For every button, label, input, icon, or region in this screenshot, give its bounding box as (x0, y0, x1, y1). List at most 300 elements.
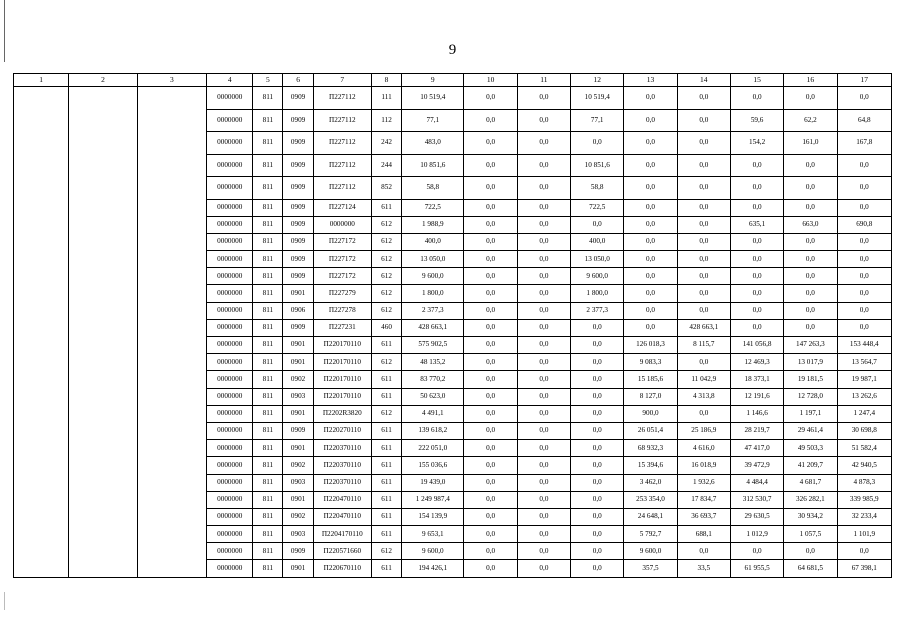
table-cell: 811 (253, 154, 283, 177)
table-cell: 0,0 (464, 177, 517, 200)
table-cell: 253 354,0 (624, 491, 677, 508)
table-cell: 575 902,5 (402, 337, 464, 354)
table-cell: 0,0 (571, 422, 624, 439)
table-cell: 153 448,4 (837, 337, 891, 354)
table-cell: 194 426,1 (402, 560, 464, 577)
column-number: 5 (253, 74, 283, 87)
table-cell: 0,0 (677, 405, 730, 422)
table-cell: 0,0 (571, 543, 624, 560)
table-cell: П227112 (313, 132, 371, 155)
column-number: 9 (402, 74, 464, 87)
table-cell: 25 186,9 (677, 422, 730, 439)
table-cell: 58,8 (402, 177, 464, 200)
table-cell: 0,0 (464, 543, 517, 560)
table-cell: П220170110 (313, 371, 371, 388)
table-cell: 24 648,1 (624, 508, 677, 525)
table-cell: 690,8 (837, 216, 891, 233)
table-cell: 611 (371, 388, 401, 405)
table-cell: 611 (371, 474, 401, 491)
table-cell: 0,0 (624, 199, 677, 216)
column-number: 10 (464, 74, 517, 87)
table-cell: 0,0 (517, 457, 570, 474)
table-cell: 0,0 (730, 251, 783, 268)
table-cell: 0909 (283, 132, 313, 155)
table-cell: 0,0 (624, 268, 677, 285)
table-cell: 15 394,6 (624, 457, 677, 474)
table-cell: 13 050,0 (571, 251, 624, 268)
table-cell: 83 770,2 (402, 371, 464, 388)
column-number: 2 (69, 74, 137, 87)
column-number: 17 (837, 74, 891, 87)
table-cell: 0,0 (464, 87, 517, 110)
table-cell: 0,0 (677, 132, 730, 155)
table-cell: 483,0 (402, 132, 464, 155)
table-cell: 9 083,3 (624, 354, 677, 371)
table-cell: 0,0 (571, 371, 624, 388)
table-cell: 0,0 (677, 87, 730, 110)
table-cell: 0,0 (517, 177, 570, 200)
table-cell: 0000000 (207, 154, 253, 177)
table-cell: 612 (371, 233, 401, 250)
table-cell: 141 056,8 (730, 337, 783, 354)
table-cell: 8 127,0 (624, 388, 677, 405)
table-cell: 0,0 (624, 177, 677, 200)
table-cell: 400,0 (402, 233, 464, 250)
table-cell: 0000000 (207, 109, 253, 132)
table-cell: 0,0 (784, 233, 837, 250)
table-cell: 0,0 (677, 177, 730, 200)
table-cell: 0909 (283, 543, 313, 560)
table-cell: 0,0 (784, 251, 837, 268)
table-cell: 0,0 (464, 371, 517, 388)
table-cell: 811 (253, 302, 283, 319)
table-cell: 811 (253, 371, 283, 388)
table-cell: 0903 (283, 388, 313, 405)
table-cell: 242 (371, 132, 401, 155)
table-cell: 0903 (283, 474, 313, 491)
table-cell: 0,0 (677, 285, 730, 302)
page-number: 9 (448, 42, 457, 58)
table-cell: П227112 (313, 177, 371, 200)
table-cell: 0000000 (207, 319, 253, 336)
table-cell: 0,0 (571, 319, 624, 336)
table-cell: П220170110 (313, 337, 371, 354)
table-cell: 0,0 (464, 457, 517, 474)
table-cell: 111 (371, 87, 401, 110)
table-cell: 0,0 (517, 354, 570, 371)
table-row (14, 87, 892, 110)
table-cell: 0000000 (207, 354, 253, 371)
table-cell: 0,0 (464, 251, 517, 268)
table-cell: 0,0 (677, 251, 730, 268)
table-cell: 722,5 (402, 199, 464, 216)
table-cell: 0,0 (730, 87, 783, 110)
table-cell: 0,0 (624, 154, 677, 177)
table-cell: 64 681,5 (784, 560, 837, 577)
table-cell: П227112 (313, 87, 371, 110)
table-cell: 811 (253, 474, 283, 491)
table-cell: 42 940,5 (837, 457, 891, 474)
table-cell: 0,0 (464, 508, 517, 525)
table-cell: 0,0 (517, 319, 570, 336)
table-cell: 10 519,4 (402, 87, 464, 110)
table-cell: 0,0 (837, 199, 891, 216)
table-cell: 0000000 (207, 543, 253, 560)
table-cell: 48 135,2 (402, 354, 464, 371)
table-cell: 0000000 (207, 405, 253, 422)
table-cell: 611 (371, 337, 401, 354)
table-cell: П220170110 (313, 354, 371, 371)
margin-mark (4, 592, 5, 610)
table-cell: 811 (253, 491, 283, 508)
table-cell: 0,0 (517, 405, 570, 422)
table-cell: 0902 (283, 457, 313, 474)
table-cell: 9 600,0 (571, 268, 624, 285)
table-cell: 811 (253, 543, 283, 560)
table-cell: 0,0 (837, 319, 891, 336)
table-cell: П220270110 (313, 422, 371, 439)
table-cell: 0,0 (517, 491, 570, 508)
table-cell: 17 834,7 (677, 491, 730, 508)
table-cell: 0,0 (837, 177, 891, 200)
table-cell: 811 (253, 560, 283, 577)
table-cell: 0,0 (517, 199, 570, 216)
table-cell: 0909 (283, 319, 313, 336)
table-cell: 0,0 (730, 285, 783, 302)
column-number: 1 (14, 74, 69, 87)
table-cell: П2202R3820 (313, 405, 371, 422)
table-cell: 16 018,9 (677, 457, 730, 474)
table-cell: 0902 (283, 371, 313, 388)
table-cell: 0,0 (571, 216, 624, 233)
table-cell: 0000000 (207, 526, 253, 543)
table-cell: 0,0 (677, 199, 730, 216)
table-cell: 13 564,7 (837, 354, 891, 371)
table-cell: 312 530,7 (730, 491, 783, 508)
table-cell: 0,0 (730, 233, 783, 250)
table-cell: 0000000 (207, 491, 253, 508)
table-cell: 0000000 (207, 268, 253, 285)
table-cell: П227172 (313, 233, 371, 250)
table-cell: 9 600,0 (402, 543, 464, 560)
table-cell: П227231 (313, 319, 371, 336)
table-cell: 15 185,6 (624, 371, 677, 388)
table-cell: 0902 (283, 508, 313, 525)
table-cell: 611 (371, 422, 401, 439)
table-cell: 0,0 (624, 285, 677, 302)
table-cell: 41 209,7 (784, 457, 837, 474)
table-cell: 77,1 (571, 109, 624, 132)
table-cell: 0,0 (517, 337, 570, 354)
table-cell: 19 987,1 (837, 371, 891, 388)
table-cell: 0,0 (517, 87, 570, 110)
table-cell: 611 (371, 508, 401, 525)
table-cell: 4 681,7 (784, 474, 837, 491)
table-cell: 811 (253, 388, 283, 405)
table-cell: 0,0 (730, 199, 783, 216)
table-cell: 0,0 (837, 268, 891, 285)
table-cell: 0000000 (207, 302, 253, 319)
table-cell: 0909 (283, 199, 313, 216)
table-cell: 0,0 (517, 526, 570, 543)
table-cell: 722,5 (571, 199, 624, 216)
table-cell: 0,0 (571, 132, 624, 155)
table-cell: 428 663,1 (677, 319, 730, 336)
table-cell: П220170110 (313, 388, 371, 405)
table-cell: П227112 (313, 154, 371, 177)
table-cell: 0,0 (571, 457, 624, 474)
table-cell: 0,0 (517, 268, 570, 285)
table-cell: 0,0 (464, 491, 517, 508)
table-cell: 0000000 (207, 87, 253, 110)
column-number: 6 (283, 74, 313, 87)
table-cell: 0,0 (784, 543, 837, 560)
table-cell: 1 249 987,4 (402, 491, 464, 508)
table-cell: 0,0 (517, 216, 570, 233)
table-cell: 811 (253, 508, 283, 525)
table-cell: 0901 (283, 405, 313, 422)
table-cell: 28 219,7 (730, 422, 783, 439)
table-cell: 0,0 (677, 233, 730, 250)
table-cell: 112 (371, 109, 401, 132)
table-cell: 811 (253, 216, 283, 233)
table-cell: 139 618,2 (402, 422, 464, 439)
column-number: 12 (571, 74, 624, 87)
table-cell: 0,0 (730, 154, 783, 177)
table-cell: 0909 (283, 177, 313, 200)
table-cell: 9 653,1 (402, 526, 464, 543)
table-cell: 811 (253, 268, 283, 285)
table-cell: 0,0 (464, 337, 517, 354)
table-cell: 67 398,1 (837, 560, 891, 577)
table-cell: 0000000 (207, 422, 253, 439)
table-cell: 0909 (283, 233, 313, 250)
table-cell: 0,0 (464, 109, 517, 132)
table-cell: 0000000 (207, 440, 253, 457)
table-cell: 0,0 (837, 285, 891, 302)
table-cell: 10 851,6 (402, 154, 464, 177)
table-cell: 0,0 (571, 405, 624, 422)
table-cell: 612 (371, 285, 401, 302)
table-cell: 1 101,9 (837, 526, 891, 543)
table-cell: 0,0 (517, 285, 570, 302)
table-cell: 0906 (283, 302, 313, 319)
table-cell: П227278 (313, 302, 371, 319)
table-cell: 13 017,9 (784, 354, 837, 371)
table-cell: 244 (371, 154, 401, 177)
table-cell: 68 932,3 (624, 440, 677, 457)
table-cell: 811 (253, 526, 283, 543)
table-cell: 0000000 (207, 474, 253, 491)
table-cell: 0,0 (784, 285, 837, 302)
table-cell: 0,0 (464, 388, 517, 405)
table-cell: 811 (253, 319, 283, 336)
table-cell: 0909 (283, 268, 313, 285)
table-cell: 0,0 (464, 474, 517, 491)
table-cell: 0000000 (207, 285, 253, 302)
table-cell: 0,0 (464, 199, 517, 216)
table-cell: 811 (253, 440, 283, 457)
table-cell: 0,0 (784, 302, 837, 319)
budget-table (13, 73, 892, 578)
table-cell: 0,0 (517, 251, 570, 268)
table-cell: 0000000 (207, 233, 253, 250)
table-cell: 612 (371, 302, 401, 319)
table-cell: 2 377,3 (402, 302, 464, 319)
table-cell: 611 (371, 371, 401, 388)
table-cell: П227124 (313, 199, 371, 216)
table-cell: 0,0 (677, 109, 730, 132)
table-cell: 0000000 (207, 251, 253, 268)
table-cell: 900,0 (624, 405, 677, 422)
empty-merged-cell (69, 87, 137, 578)
table-cell: 0,0 (730, 319, 783, 336)
table-cell: 0,0 (784, 268, 837, 285)
table-cell: 611 (371, 526, 401, 543)
table-cell: 36 693,7 (677, 508, 730, 525)
table-cell: 30 698,8 (837, 422, 891, 439)
table-cell: 0,0 (464, 216, 517, 233)
table-cell: 4 878,3 (837, 474, 891, 491)
table-cell: 50 623,0 (402, 388, 464, 405)
table-cell: 12 191,6 (730, 388, 783, 405)
table-cell: 611 (371, 560, 401, 577)
table-cell: П227279 (313, 285, 371, 302)
table-cell: П220571660 (313, 543, 371, 560)
table-cell: 0000000 (207, 337, 253, 354)
table-cell: 0,0 (464, 526, 517, 543)
table-cell: 4 616,0 (677, 440, 730, 457)
table-cell: 0,0 (517, 560, 570, 577)
table-cell: 0909 (283, 251, 313, 268)
table-cell: 0,0 (517, 508, 570, 525)
table-cell: П227112 (313, 109, 371, 132)
table-cell: 0,0 (517, 109, 570, 132)
table-cell: 811 (253, 233, 283, 250)
table-cell: 0,0 (677, 354, 730, 371)
table-cell: 1 197,1 (784, 405, 837, 422)
table-cell: 0,0 (464, 319, 517, 336)
table-cell: 0,0 (571, 388, 624, 405)
table-cell: 0,0 (464, 405, 517, 422)
table-cell: 77,1 (402, 109, 464, 132)
table-cell: 0901 (283, 354, 313, 371)
table-cell: 0,0 (517, 543, 570, 560)
table-cell: 0,0 (464, 354, 517, 371)
table-cell: 0,0 (571, 560, 624, 577)
table-cell: 688,1 (677, 526, 730, 543)
table-cell: 811 (253, 337, 283, 354)
column-number: 11 (517, 74, 570, 87)
table-cell: 0,0 (677, 216, 730, 233)
table-cell: 811 (253, 422, 283, 439)
table-cell: 852 (371, 177, 401, 200)
table-cell: 339 985,9 (837, 491, 891, 508)
table-cell: 0,0 (624, 87, 677, 110)
table-cell: 0,0 (784, 87, 837, 110)
table-cell: 3 462,0 (624, 474, 677, 491)
table-cell: 0901 (283, 285, 313, 302)
table-cell: 11 042,9 (677, 371, 730, 388)
table-cell: П227172 (313, 251, 371, 268)
column-number: 16 (784, 74, 837, 87)
table-cell: 2 377,3 (571, 302, 624, 319)
table-cell: 1 146,6 (730, 405, 783, 422)
table-cell: 59,6 (730, 109, 783, 132)
table-cell: 635,1 (730, 216, 783, 233)
table-cell: 0,0 (837, 302, 891, 319)
table-cell: 0,0 (517, 233, 570, 250)
table-cell: 663,0 (784, 216, 837, 233)
table-cell: 0,0 (677, 543, 730, 560)
table-cell: 5 792,7 (624, 526, 677, 543)
table-cell: 0000000 (207, 216, 253, 233)
table-cell: 0,0 (464, 560, 517, 577)
table-cell: 0909 (283, 422, 313, 439)
table-cell: 0,0 (464, 440, 517, 457)
table-cell: 1 247,4 (837, 405, 891, 422)
table-cell: 126 018,3 (624, 337, 677, 354)
table-cell: 0,0 (624, 319, 677, 336)
table-cell: 1 057,5 (784, 526, 837, 543)
table-cell: 0901 (283, 491, 313, 508)
table-cell: 0,0 (730, 268, 783, 285)
table-cell: П220470110 (313, 508, 371, 525)
table-cell: 0,0 (571, 508, 624, 525)
table-cell: 0,0 (730, 543, 783, 560)
table-cell: 29 461,4 (784, 422, 837, 439)
table-cell: 0,0 (517, 302, 570, 319)
table-cell: 222 051,0 (402, 440, 464, 457)
table-cell: 19 439,0 (402, 474, 464, 491)
table-cell: 612 (371, 543, 401, 560)
table-cell: 18 373,1 (730, 371, 783, 388)
table-cell: 0,0 (837, 87, 891, 110)
table-cell: 400,0 (571, 233, 624, 250)
table-cell: П220470110 (313, 491, 371, 508)
table-cell: 155 036,6 (402, 457, 464, 474)
table-cell: 0,0 (517, 422, 570, 439)
table-cell: 0,0 (624, 109, 677, 132)
table-cell: 0,0 (464, 268, 517, 285)
table-cell: П220670110 (313, 560, 371, 577)
table-cell: 0,0 (517, 440, 570, 457)
table-cell: 0,0 (571, 440, 624, 457)
column-number: 15 (730, 74, 783, 87)
table-cell: 0,0 (837, 233, 891, 250)
table-cell: 32 233,4 (837, 508, 891, 525)
table-cell: П220370110 (313, 474, 371, 491)
table-cell: 0903 (283, 526, 313, 543)
table-cell: 0000000 (207, 177, 253, 200)
table-cell: 61 955,5 (730, 560, 783, 577)
table-cell: 611 (371, 440, 401, 457)
table-cell: 13 050,0 (402, 251, 464, 268)
table-cell: 326 282,1 (784, 491, 837, 508)
table-cell: 0000000 (207, 388, 253, 405)
table-cell: 167,8 (837, 132, 891, 155)
column-number: 3 (137, 74, 206, 87)
table-cell: 0,0 (730, 302, 783, 319)
table-cell: 0909 (283, 87, 313, 110)
table-cell: 357,5 (624, 560, 677, 577)
table-cell: 0,0 (784, 319, 837, 336)
table-cell: 0,0 (624, 302, 677, 319)
table-cell: 612 (371, 216, 401, 233)
table-cell: 0,0 (624, 251, 677, 268)
table-cell: 0000000 (207, 132, 253, 155)
table-cell: 0,0 (730, 177, 783, 200)
